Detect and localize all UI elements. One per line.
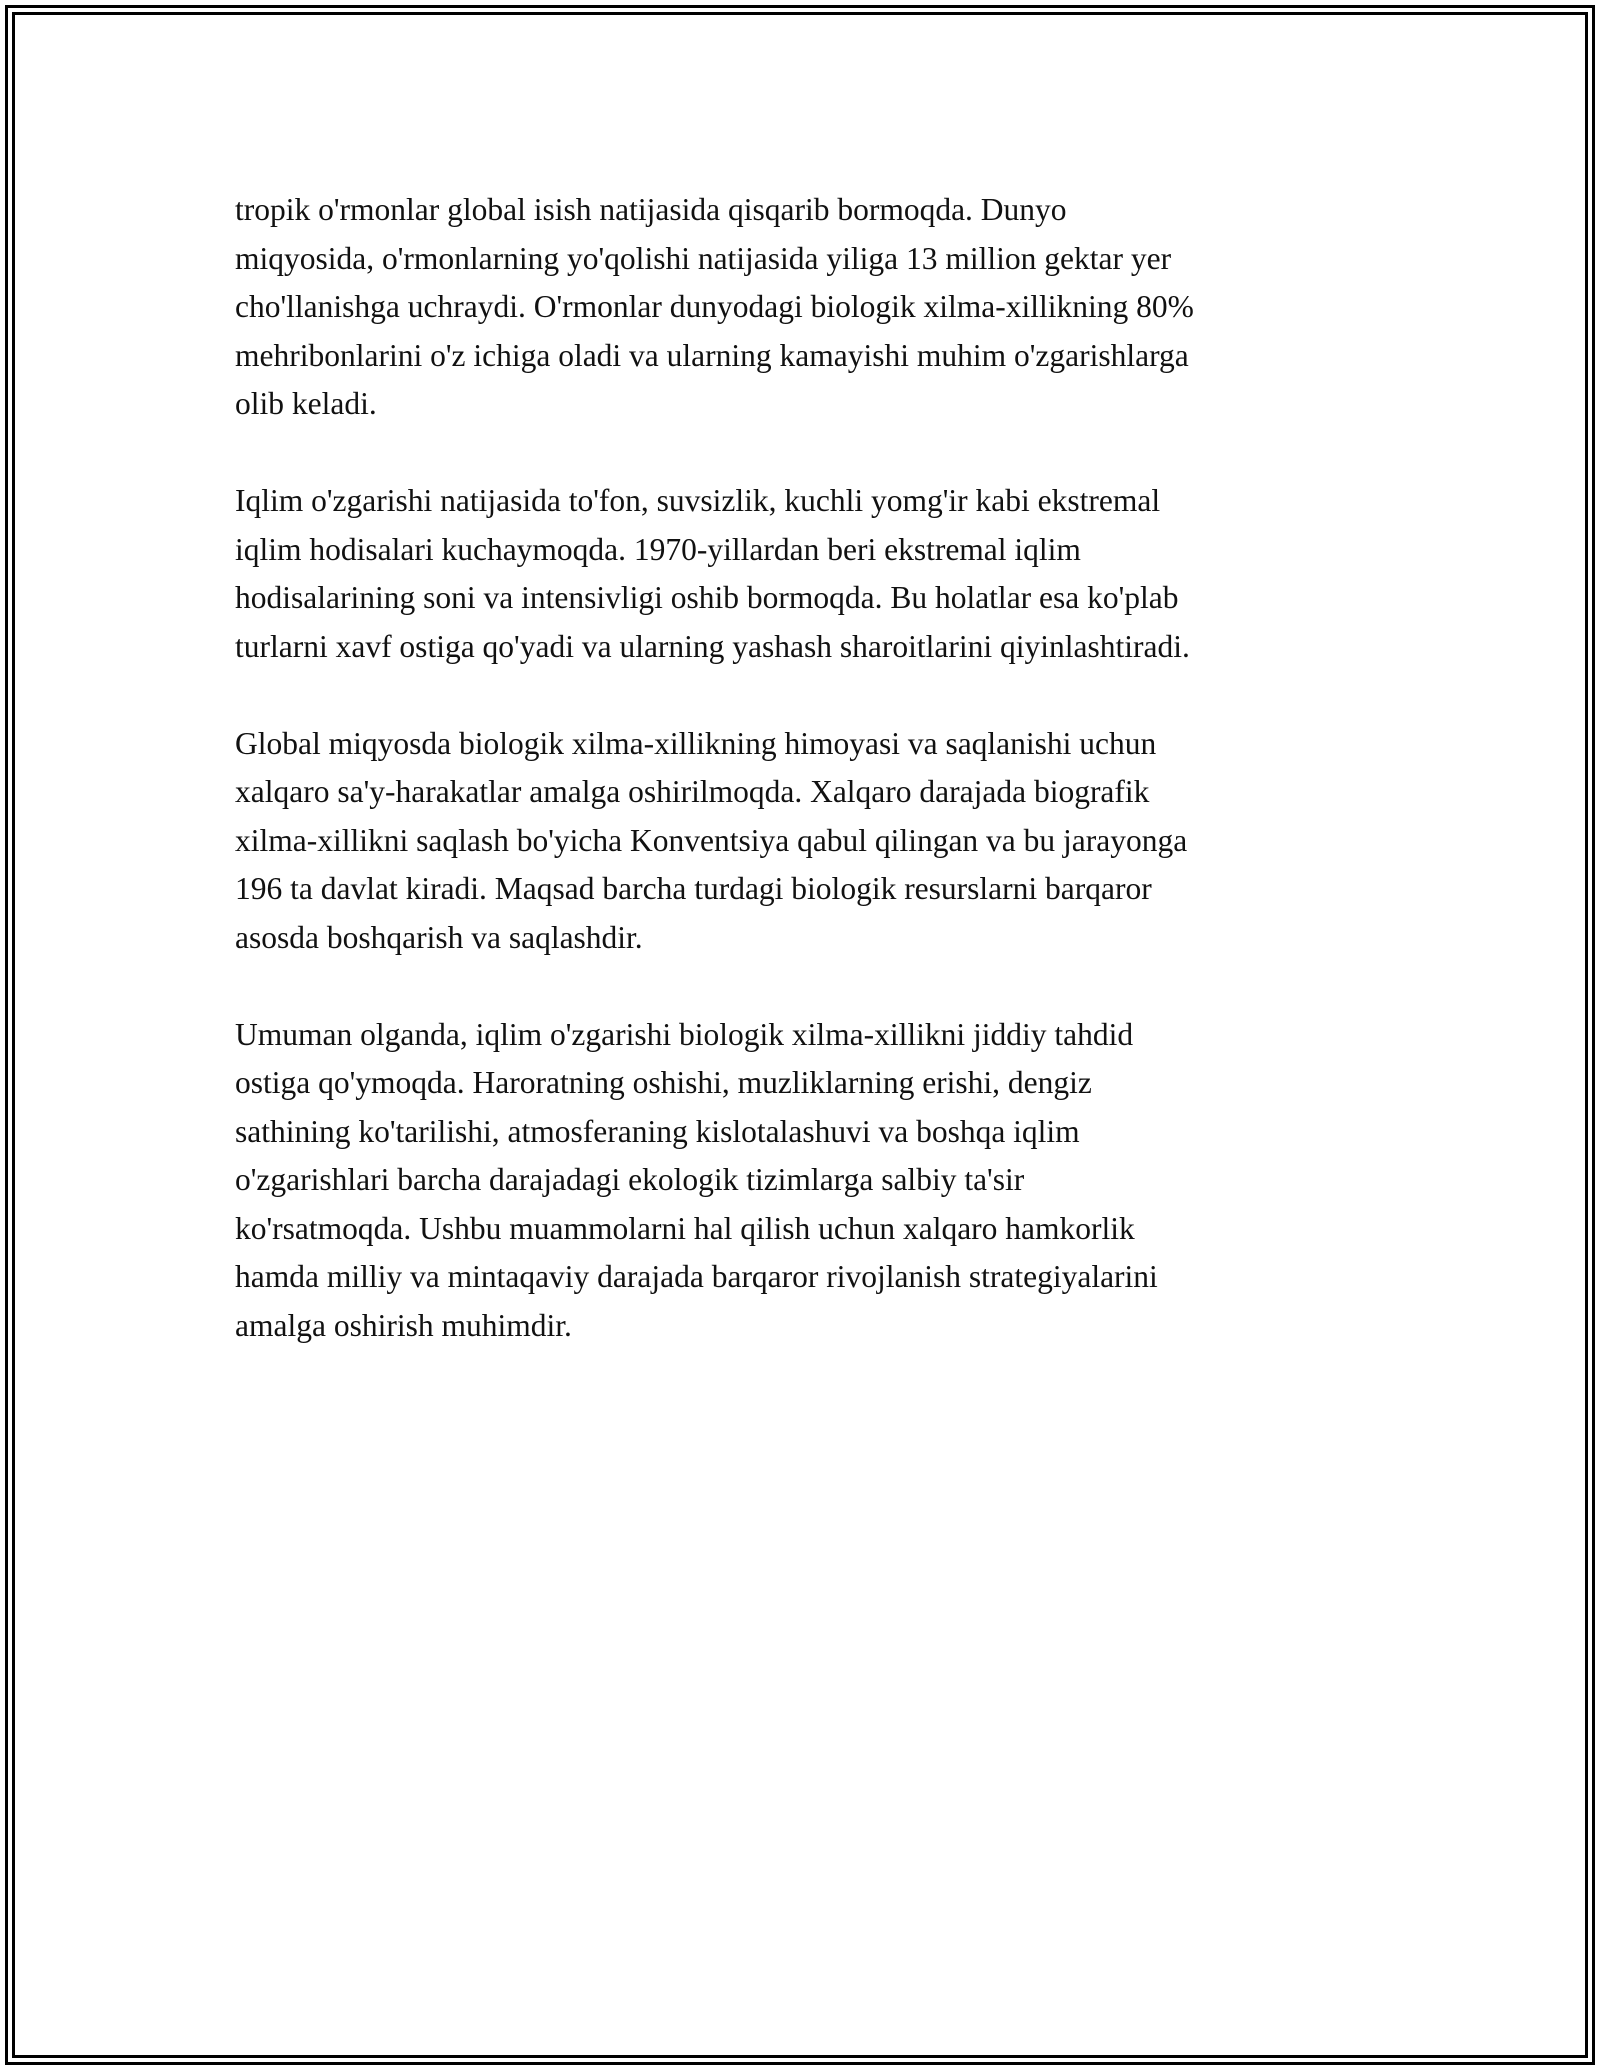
text-line: o'zgarishlari barcha darajadagi ekologik tizimlarga salbiy ta'sir bbox=[235, 1162, 1025, 1197]
text-line: iqlim hodisalari kuchaymoqda. 1970-yillardan beri ekstremal iqlim bbox=[235, 531, 1081, 567]
text-line: xilma-xillikni saqlash bo'yicha Konventsiya qabul qilingan va bu jarayonga bbox=[235, 822, 1188, 858]
text-line: mehribonlarini o'z ichiga oladi va ularning kamayishi muhim o'zgarishlarga bbox=[235, 337, 1189, 373]
text-line: Global miqyosda biologik xilma-xillikning himoyasi va saqlanishi uchun bbox=[235, 725, 1157, 761]
text-line: hodisalarining soni va intensivligi oshib bormoqda. Bu holatlar esa ko'plab bbox=[235, 580, 1179, 615]
paragraph-1 bbox=[235, 186, 1365, 429]
text-line: Iqlim o'zgarishi natijasida to'fon, suvsizlik, kuchli yomg'ir kabi ekstremal bbox=[235, 483, 1161, 518]
text-line: asosda boshqarish va saqlashdir. bbox=[235, 919, 643, 955]
paragraph-4 bbox=[235, 1011, 1365, 1351]
text-line: miqyosida, o'rmonlarning yo'qolishi natijasida yiliga 13 million gektar yer bbox=[235, 240, 1172, 276]
document-body bbox=[235, 186, 1365, 1399]
text-line: tropik o'rmonlar global isish natijasida qisqarib bormoqda. Dunyo bbox=[235, 192, 1067, 227]
text-line: olib keladi. bbox=[235, 386, 377, 421]
text-line: xalqaro sa'y-harakatlar amalga oshirilmoqda. Xalqaro darajada biografik bbox=[235, 774, 1150, 809]
text-line: sathining ko'tarilishi, atmosferaning kislotalashuvi va boshqa iqlim bbox=[235, 1113, 1080, 1149]
text-line: 196 ta davlat kiradi. Maqsad barcha turdagi biologik resurslarni barqaror bbox=[235, 871, 1152, 906]
paragraph-3 bbox=[235, 720, 1365, 963]
text-line: ostiga qo'ymoqda. Haroratning oshishi, muzliklarning erishi, dengiz bbox=[235, 1065, 1092, 1100]
text-line: ko'rsatmoqda. Ushbu muammolarni hal qilish uchun xalqaro hamkorlik bbox=[235, 1210, 1135, 1246]
text-line: amalga oshirish muhimdir. bbox=[235, 1307, 572, 1343]
text-line: cho'llanishga uchraydi. O'rmonlar dunyodagi biologik xilma-xillikning 80% bbox=[235, 289, 1194, 324]
text-line: hamda milliy va mintaqaviy darajada barqaror rivojlanish strategiyalarini bbox=[235, 1259, 1158, 1294]
text-line: Umuman olganda, iqlim o'zgarishi biologik xilma-xillikni jiddiy tahdid bbox=[235, 1016, 1134, 1052]
text-line: turlarni xavf ostiga qo'yadi va ularning yashash sharoitlarini qiyinlashtiradi. bbox=[235, 628, 1190, 664]
paragraph-2 bbox=[235, 477, 1365, 671]
